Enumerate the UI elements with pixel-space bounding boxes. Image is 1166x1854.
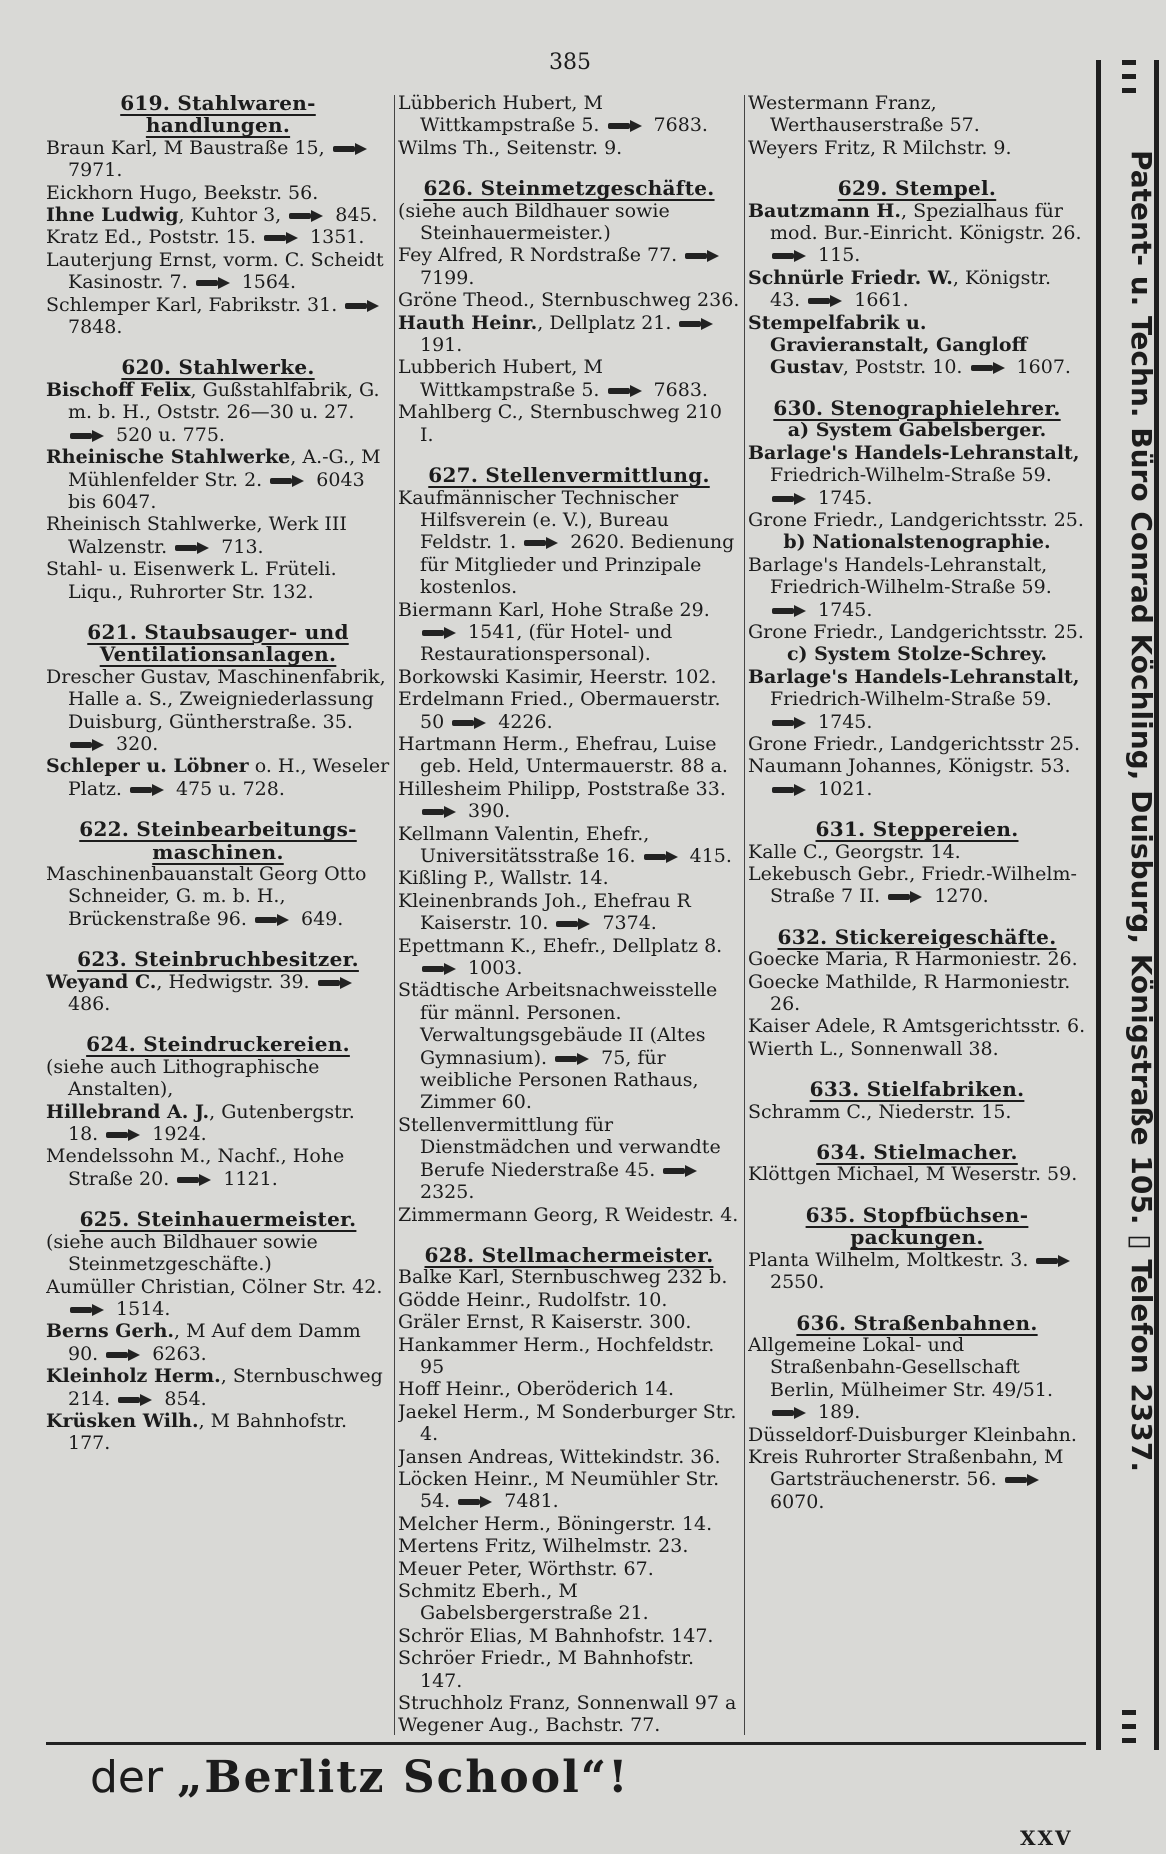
- directory-entry: Lauterjung Ernst, vorm. C. Scheidt Kasinostr. 7. 1564.: [46, 248, 384, 294]
- telephone-icon: [196, 277, 230, 289]
- section-heading: Ventilationsanlagen.: [99, 642, 337, 667]
- telephone-icon: [177, 1174, 211, 1186]
- subsection-heading: c) System Stolze-Schrey.: [786, 643, 1048, 666]
- telephone-icon: [772, 605, 806, 617]
- column-divider: [394, 95, 395, 1735]
- bottom-rule: [46, 1742, 1086, 1745]
- section-heading: maschinen.: [152, 839, 284, 864]
- section-heading: 619. Stahlwaren-: [120, 92, 316, 115]
- directory-entry: Schnürle Friedr. W., Königstr. 43. 1661.: [748, 266, 1052, 312]
- telephone-icon: [524, 537, 558, 549]
- directory-entry: Naumann Johannes, Königstr. 53. 1021.: [748, 755, 1071, 800]
- directory-entry: Eickhorn Hugo, Beekstr. 56.: [46, 181, 319, 204]
- directory-entry: Barlage's Handels-Lehranstalt, Friedrich-Wilhelm-Straße 59. 1745.: [748, 665, 1080, 733]
- directory-entry: Kaufmännischer Technischer Hilfsverein (e. V.), Bureau Feldstr. 1. 2620. Bedienung für Mitglieder und Prinzipale kostenlos.: [398, 486, 735, 599]
- section-heading: packungen.: [850, 1225, 984, 1250]
- telephone-icon: [422, 627, 456, 639]
- telephone-icon: [106, 1129, 140, 1141]
- directory-entry: Planta Wilhelm, Moltkestr. 3. 2550.: [748, 1249, 1086, 1294]
- advertisement-banner: [90, 1752, 629, 1803]
- side-mark: [1122, 1724, 1136, 1729]
- directory-entry: Hartmann Herm., Ehefrau, Luise geb. Held, Untermauerstr. 88 a.: [398, 732, 728, 778]
- directory-entry: Mahlberg C., Sternbuschweg 210 I.: [398, 401, 722, 446]
- directory-entry: Barlage's Handels-Lehranstalt, Friedrich-Wilhelm-Straße 59. 1745.: [748, 553, 1052, 621]
- section-heading: 625. Steinhauermeister.: [79, 1207, 357, 1232]
- directory-entry: Grone Friedr., Landgerichtsstr. 25.: [748, 620, 1084, 643]
- telephone-icon: [70, 430, 104, 442]
- directory-entry: Düsseldorf-Duisburger Kleinbahn.: [748, 1423, 1077, 1446]
- directory-entry: Grone Friedr., Landgerichtsstr 25.: [748, 732, 1080, 755]
- directory-entry: Berns Gerh., M Auf dem Damm 90. 6263.: [46, 1320, 361, 1365]
- telephone-icon: [422, 806, 456, 818]
- directory-entry: Biermann Karl, Hohe Straße 29. 1541, (für Hotel- und Restaurationspersonal).: [398, 598, 710, 666]
- directory-entry: Kaiser Adele, R Amtsgerichtsstr. 6.: [748, 1015, 1086, 1038]
- directory-entry: Stellenvermittlung für Dienstmädchen und verwandte Berufe Niederstraße 45. 2325.: [398, 1113, 721, 1204]
- section-heading: 621. Staubsauger- und: [87, 619, 349, 644]
- directory-entry: Klöttgen Michael, M Weserstr. 59.: [748, 1163, 1078, 1186]
- side-advertisement: [1096, 60, 1162, 1750]
- telephone-icon: [130, 784, 164, 796]
- directory-entry: Wilms Th., Seitenstr. 9.: [398, 136, 623, 159]
- side-mark: [1122, 74, 1136, 79]
- telephone-icon: [808, 295, 842, 307]
- telephone-icon: [685, 250, 719, 262]
- directory-entry: Epettmann K., Ehefr., Dellplatz 8. 1003.: [398, 934, 723, 980]
- directory-entry: Gräler Ernst, R Kaiserstr. 300.: [398, 1311, 692, 1334]
- directory-entry: Kreis Ruhrorter Straßenbahn, M Gartsträuchenerstr. 56. 6070.: [748, 1445, 1064, 1513]
- directory-entry: (siehe auch Bildhauer sowie Steinhauermeister.): [398, 199, 670, 245]
- telephone-icon: [772, 250, 806, 262]
- directory-entry: Hoff Heinr., Oberöderich 14.: [398, 1378, 674, 1401]
- telephone-icon: [1005, 1474, 1039, 1486]
- directory-entry: Mertens Fritz, Wilhelmstr. 23.: [398, 1535, 689, 1558]
- side-text: Patent- u. Techn. Büro Conrad Köchling, Duisburg, Königstraße 105. ▯ Telefon 2337.: [1125, 150, 1158, 1472]
- directory-entry: (siehe auch Bildhauer sowie Steinmetzgeschäfte.): [46, 1230, 318, 1276]
- telephone-icon: [70, 739, 104, 751]
- telephone-icon: [345, 300, 379, 312]
- side-mark: [1122, 88, 1136, 93]
- telephone-icon: [333, 143, 367, 155]
- directory-entry: Hillebrand A. J., Gutenbergstr. 18. 1924.: [46, 1100, 355, 1146]
- directory-entry: Ihne Ludwig, Kuhtor 3, 845.: [46, 204, 378, 227]
- section-heading: 633. Stielfabriken.: [809, 1077, 1025, 1102]
- directory-entry: Rheinisch Stahlwerke, Werk III Walzenstr. 713.: [46, 513, 347, 558]
- side-mark: [1122, 1710, 1136, 1715]
- directory-entry: Schlemper Karl, Fabrikstr. 31. 7848.: [46, 294, 390, 339]
- directory-entry: Kalle C., Georgstr. 14.: [748, 840, 961, 863]
- side-bar: [1096, 60, 1101, 1750]
- directory-entry: Jansen Andreas, Wittekindstr. 36.: [398, 1445, 721, 1468]
- directory-entry: Grone Friedr., Landgerichtsstr. 25.: [748, 508, 1084, 531]
- column-2: [398, 92, 740, 1740]
- directory-entry: Rheinische Stahlwerke, A.-G., M Mühlenfelder Str. 2. 6043 bis 6047.: [46, 446, 381, 513]
- directory-entry: Goecke Maria, R Harmoniestr. 26.: [748, 948, 1078, 971]
- directory-entry: Erdelmann Fried., Obermauerstr. 50 4226.: [398, 688, 721, 733]
- subsection-heading: a) System Gabelsberger.: [787, 419, 1047, 442]
- telephone-icon: [555, 1053, 589, 1065]
- directory-entry: Bautzmann H., Spezialhaus für mod. Bur.-Einricht. Königstr. 26. 115.: [748, 199, 1082, 267]
- section-heading: 631. Steppereien.: [815, 817, 1019, 842]
- directory-entry: Bischoff Felix, Gußstahlfabrik, G. m. b. H., Oststr. 26—30 u. 27. 520 u. 775.: [46, 378, 380, 446]
- directory-entry: Kißling P., Wallstr. 14.: [398, 867, 609, 890]
- telephone-icon: [888, 891, 922, 903]
- directory-entry: Melcher Herm., Böningerstr. 14.: [398, 1512, 713, 1535]
- directory-entry: (siehe auch Lithographische Anstalten),: [46, 1055, 320, 1101]
- directory-entry: Lübberich Hubert, M Wittkampstraße 5. 7683.: [398, 92, 708, 137]
- page-number: 385: [549, 50, 591, 75]
- telephone-icon: [1036, 1255, 1070, 1267]
- telephone-icon: [270, 475, 304, 487]
- telephone-icon: [772, 493, 806, 505]
- directory-entry: Struchholz Franz, Sonnenwall 97 a: [398, 1692, 737, 1715]
- directory-entry: Fey Alfred, R Nordstraße 77. 7199.: [398, 244, 740, 289]
- telephone-icon: [289, 210, 323, 222]
- telephone-icon: [971, 362, 1005, 374]
- telephone-icon: [452, 717, 486, 729]
- directory-entry: Städtische Arbeitsnachweisstelle für männl. Personen. Verwaltungsgebäude II (Altes Gymnasium). 75, für weibliche Personen Rathaus, Zimmer 60.: [398, 979, 718, 1114]
- telephone-icon: [772, 717, 806, 729]
- banner-main: „Berlitz School“!: [177, 1752, 630, 1803]
- telephone-icon: [175, 542, 209, 554]
- side-mark: [1122, 1738, 1136, 1743]
- directory-entry: Lekebusch Gebr., Friedr.-Wilhelm-Straße 7 II. 1270.: [748, 863, 1077, 908]
- directory-entry: Meuer Peter, Wörthstr. 67.: [398, 1557, 654, 1580]
- directory-entry: Braun Karl, M Baustraße 15, 7971.: [46, 137, 390, 182]
- directory-entry: Wegener Aug., Bachstr. 77.: [398, 1714, 661, 1737]
- directory-entry: Drescher Gustav, Maschinenfabrik, Halle a. S., Zweigniederlassung Duisburg, Güntherstraße. 35. 320.: [46, 665, 386, 755]
- telephone-icon: [255, 914, 289, 926]
- section-heading: 626. Steinmetzgeschäfte.: [423, 176, 715, 201]
- section-heading: 622. Steinbearbeitungs-: [79, 817, 357, 842]
- telephone-icon: [679, 318, 713, 330]
- roman-page-number: XXV: [1020, 1826, 1073, 1850]
- directory-entry: Kellmann Valentin, Ehefr., Universitätsstraße 16. 415.: [398, 822, 732, 867]
- directory-entry: Barlage's Handels-Lehranstalt, Friedrich-Wilhelm-Straße 59. 1745.: [748, 441, 1080, 509]
- telephone-icon: [118, 1394, 152, 1406]
- directory-entry: Gröne Theod., Sternbuschweg 236.: [398, 289, 740, 312]
- subsection-heading: b) Nationalstenographie.: [783, 531, 1051, 554]
- telephone-icon: [422, 963, 456, 975]
- section-heading: 636. Straßenbahnen.: [796, 1310, 1038, 1335]
- directory-entry: Balke Karl, Sternbuschweg 232 b.: [398, 1266, 728, 1289]
- telephone-icon: [106, 1349, 140, 1361]
- telephone-icon: [318, 977, 352, 989]
- telephone-icon: [663, 1165, 697, 1177]
- telephone-icon: [556, 918, 590, 930]
- directory-entry: Wierth L., Sonnenwall 38.: [748, 1037, 999, 1060]
- section-heading: 635. Stopfbüchsen-: [805, 1202, 1029, 1227]
- directory-columns: [46, 92, 1086, 1740]
- directory-entry: Schröer Friedr., M Bahnhofstr. 147.: [398, 1647, 695, 1692]
- column-divider: [744, 95, 745, 1735]
- telephone-icon: [608, 385, 642, 397]
- directory-entry: Westermann Franz, Werthauserstraße 57.: [748, 92, 980, 137]
- directory-entry: Stempelfabrik u. Gravieranstalt, Gangloff Gustav, Poststr. 10. 1607.: [748, 311, 1071, 379]
- directory-entry: Borkowski Kasimir, Heerstr. 102.: [398, 665, 717, 688]
- directory-entry: Krüsken Wilh., M Bahnhofstr. 177.: [46, 1409, 348, 1455]
- telephone-icon: [772, 1407, 806, 1419]
- telephone-icon: [608, 120, 642, 132]
- section-heading: 620. Stahlwerke.: [121, 355, 315, 380]
- directory-entry: Schmitz Eberh., M Gabelsbergerstraße 21.: [398, 1580, 649, 1625]
- telephone-icon: [264, 232, 298, 244]
- directory-entry: Kleinholz Herm., Sternbuschweg 214. 854.: [46, 1365, 383, 1410]
- directory-entry: Goecke Mathilde, R Harmoniestr. 26.: [748, 970, 1071, 1016]
- directory-entry: Weyers Fritz, R Milchstr. 9.: [748, 136, 1012, 159]
- directory-entry: Schleper u. Löbner o. H., Weseler Platz. 475 u. 728.: [46, 755, 390, 800]
- side-mark: [1122, 60, 1136, 65]
- directory-entry: Maschinenbauanstalt Georg Otto Schneider, G. m. b. H., Brückenstraße 96. 649.: [46, 863, 367, 930]
- column-1: [46, 92, 390, 1740]
- directory-entry: Hillesheim Philipp, Poststraße 33. 390.: [398, 777, 726, 823]
- directory-entry: Weyand C., Hedwigstr. 39. 486.: [46, 971, 390, 1016]
- section-heading: 627. Stellenvermittlung.: [428, 463, 710, 488]
- telephone-icon: [70, 1304, 104, 1316]
- directory-entry: Gödde Heinr., Rudolfstr. 10.: [398, 1288, 668, 1311]
- section-heading: 624. Steindruckereien.: [86, 1032, 350, 1057]
- banner-prefix: der: [90, 1752, 164, 1803]
- directory-entry: Aumüller Christian, Cölner Str. 42. 1514.: [46, 1275, 383, 1320]
- telephone-icon: [458, 1496, 492, 1508]
- directory-entry: Mendelssohn M., Nachf., Hohe Straße 20. 1121.: [46, 1145, 345, 1190]
- directory-entry: Allgemeine Lokal- und Straßenbahn-Gesellschaft Berlin, Mülheimer Str. 49/51. 189.: [748, 1333, 1053, 1424]
- section-heading: 628. Stellmachermeister.: [424, 1242, 714, 1267]
- directory-entry: Schrör Elias, M Bahnhofstr. 147.: [398, 1624, 714, 1647]
- directory-entry: Jaekel Herm., M Sonderburger Str. 4.: [398, 1400, 737, 1446]
- directory-entry: Hauth Heinr., Dellplatz 21. 191.: [398, 312, 740, 357]
- directory-entry: Zimmermann Georg, R Weidestr. 4.: [398, 1203, 739, 1226]
- section-heading: 629. Stempel.: [837, 176, 997, 201]
- directory-entry: Hankammer Herm., Hochfeldstr. 95: [398, 1333, 715, 1378]
- telephone-icon: [772, 784, 806, 796]
- directory-entry: Schramm C., Niederstr. 15.: [748, 1100, 1012, 1123]
- section-heading: 630. Stenographielehrer.: [773, 395, 1061, 420]
- section-heading: handlungen.: [145, 113, 291, 138]
- directory-entry: Kleinenbrands Joh., Ehefrau R Kaiserstr. 10. 7374.: [398, 889, 691, 935]
- section-heading: 632. Stickereigeschäfte.: [777, 924, 1057, 949]
- telephone-icon: [644, 851, 678, 863]
- section-heading: 623. Steinbruchbesitzer.: [77, 947, 359, 972]
- directory-entry: Lubberich Hubert, M Wittkampstraße 5. 7683.: [398, 356, 708, 401]
- section-heading: 634. Stielmacher.: [816, 1140, 1018, 1165]
- directory-entry: Stahl- u. Eisenwerk L. Früteli. Liqu., Ruhrorter Str. 132.: [46, 558, 337, 603]
- directory-entry: Kratz Ed., Poststr. 15. 1351.: [46, 226, 365, 249]
- directory-entry: Löcken Heinr., M Neumühler Str. 54. 7481.: [398, 1467, 720, 1513]
- column-3: [748, 92, 1086, 1740]
